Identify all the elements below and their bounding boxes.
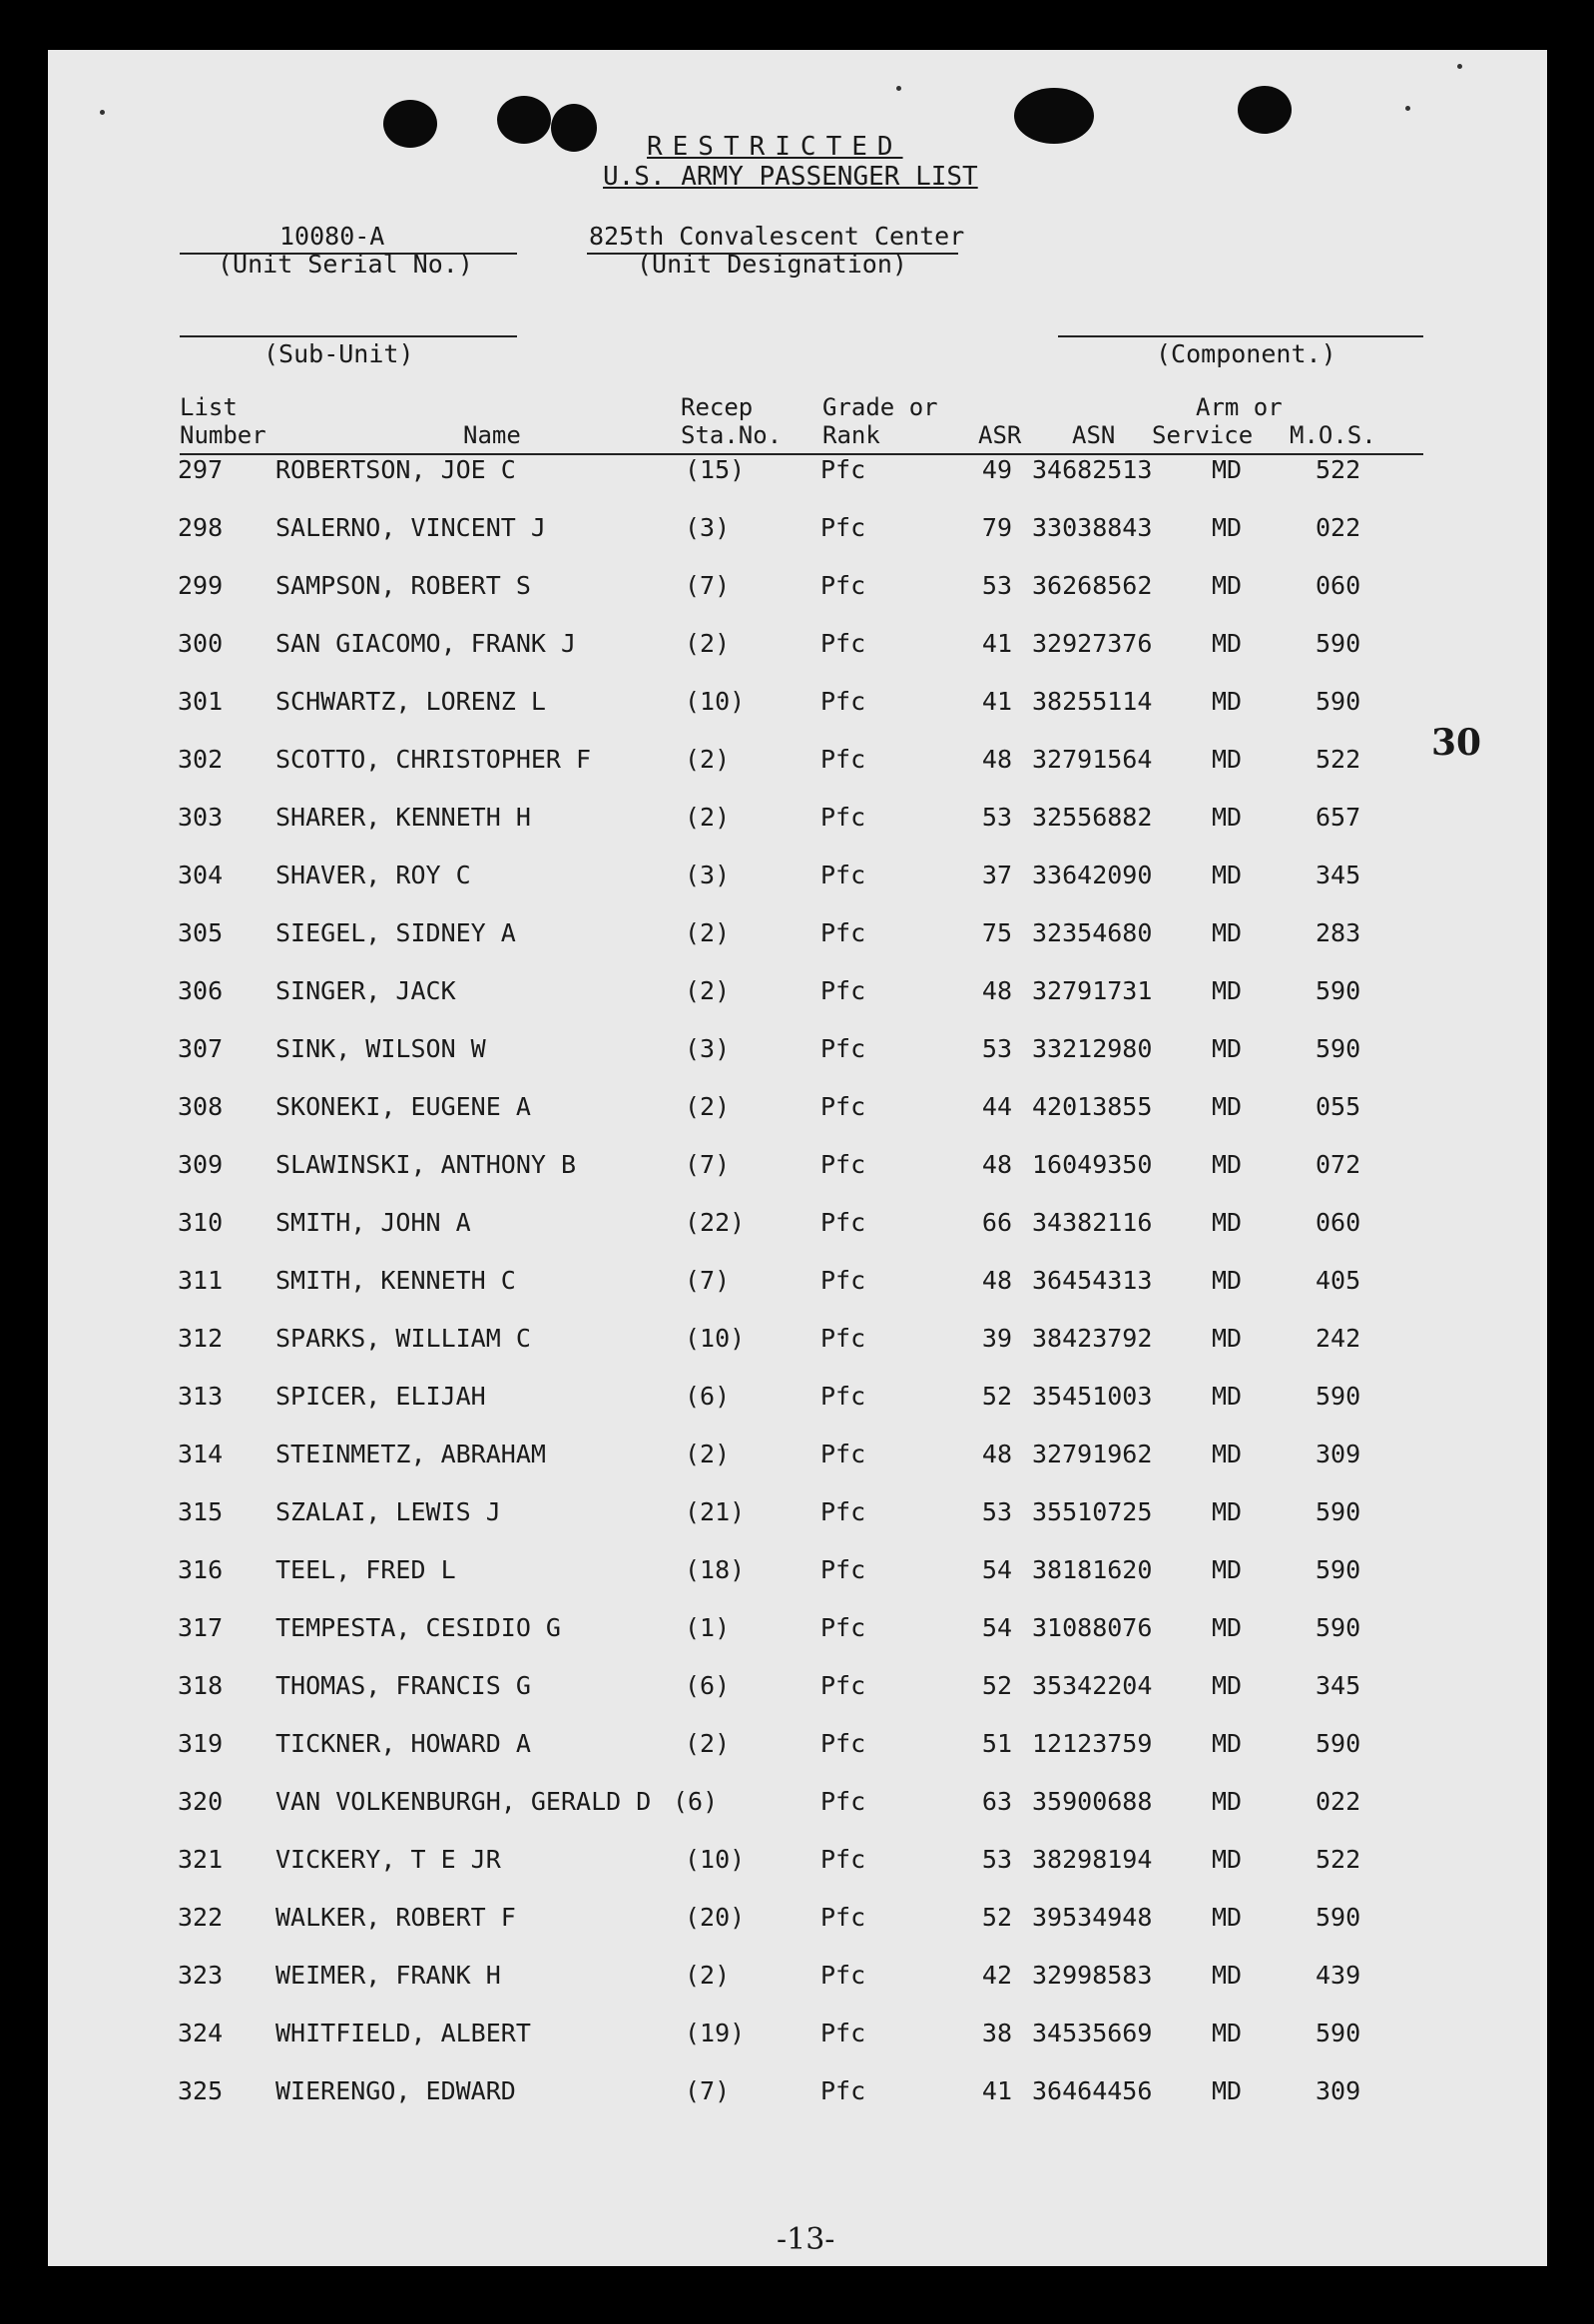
mos: 590 bbox=[1316, 629, 1361, 658]
col-list-number bbox=[180, 393, 266, 449]
mos: 590 bbox=[1316, 1613, 1361, 1642]
list-number: 321 bbox=[178, 1845, 224, 1874]
passenger-name: WEIMER, FRANK H bbox=[275, 1961, 501, 1990]
col-grade bbox=[822, 393, 938, 449]
list-number: 324 bbox=[178, 2019, 224, 2047]
asr: 44 bbox=[981, 1092, 1012, 1121]
asr: 51 bbox=[981, 1729, 1012, 1758]
passenger-name: VAN VOLKENBURGH, GERALD D bbox=[275, 1787, 652, 1816]
col-list-number-line2: Number bbox=[180, 421, 266, 449]
grade: Pfc bbox=[820, 861, 866, 889]
arm-service: MD bbox=[1212, 1150, 1243, 1179]
col-grade-line2: Rank bbox=[822, 421, 880, 449]
asr: 79 bbox=[981, 513, 1012, 542]
asn: 33642090 bbox=[1032, 861, 1153, 889]
table-row bbox=[48, 1903, 1547, 1943]
asn: 34682513 bbox=[1032, 455, 1153, 484]
passenger-name: VICKERY, T E JR bbox=[275, 1845, 501, 1874]
asr: 48 bbox=[981, 745, 1012, 774]
grade: Pfc bbox=[820, 687, 866, 716]
passenger-name: TICKNER, HOWARD A bbox=[275, 1729, 531, 1758]
recep-sta-no: (20) bbox=[685, 1903, 746, 1932]
mos: 309 bbox=[1316, 2076, 1361, 2105]
table-row bbox=[48, 745, 1547, 785]
asn: 38255114 bbox=[1032, 687, 1153, 716]
speck bbox=[1457, 64, 1462, 69]
mos: 590 bbox=[1316, 976, 1361, 1005]
passenger-name: ROBERTSON, JOE C bbox=[275, 455, 516, 484]
table-row bbox=[48, 1497, 1547, 1537]
asn: 16049350 bbox=[1032, 1150, 1153, 1179]
asr: 53 bbox=[981, 1497, 1012, 1526]
asn: 32354680 bbox=[1032, 918, 1153, 947]
list-number: 320 bbox=[178, 1787, 224, 1816]
mos: 345 bbox=[1316, 861, 1361, 889]
recep-sta-no: (7) bbox=[685, 2076, 731, 2105]
asn: 38181620 bbox=[1032, 1555, 1153, 1584]
arm-service: MD bbox=[1212, 1034, 1243, 1063]
col-grade-line1: Grade or bbox=[822, 393, 938, 421]
table-row bbox=[48, 1266, 1547, 1306]
list-number: 318 bbox=[178, 1671, 224, 1700]
list-number: 302 bbox=[178, 745, 224, 774]
asr: 66 bbox=[981, 1208, 1012, 1237]
passenger-name: SAN GIACOMO, FRANK J bbox=[275, 629, 577, 658]
table-row bbox=[48, 1787, 1547, 1827]
grade: Pfc bbox=[820, 1034, 866, 1063]
grade: Pfc bbox=[820, 803, 866, 832]
mos: 072 bbox=[1316, 1150, 1361, 1179]
grade: Pfc bbox=[820, 1150, 866, 1179]
arm-service: MD bbox=[1212, 571, 1243, 600]
recep-sta-no: (2) bbox=[685, 976, 731, 1005]
passenger-name: TEEL, FRED L bbox=[275, 1555, 456, 1584]
list-number: 307 bbox=[178, 1034, 224, 1063]
recep-sta-no: (10) bbox=[685, 1845, 746, 1874]
passenger-name: WHITFIELD, ALBERT bbox=[275, 2019, 531, 2047]
col-arm bbox=[1152, 393, 1283, 449]
recep-sta-no: (6) bbox=[673, 1787, 719, 1816]
table-row bbox=[48, 687, 1547, 727]
asn: 35900688 bbox=[1032, 1787, 1153, 1816]
list-number: 325 bbox=[178, 2076, 224, 2105]
table-row bbox=[48, 1034, 1547, 1074]
asn: 42013855 bbox=[1032, 1092, 1153, 1121]
mos: 405 bbox=[1316, 1266, 1361, 1295]
recep-sta-no: (15) bbox=[685, 455, 746, 484]
recep-sta-no: (3) bbox=[685, 513, 731, 542]
table-row bbox=[48, 1961, 1547, 2001]
asn: 36268562 bbox=[1032, 571, 1153, 600]
asr: 41 bbox=[981, 2076, 1012, 2105]
arm-service: MD bbox=[1212, 1613, 1243, 1642]
grade: Pfc bbox=[820, 1613, 866, 1642]
passenger-name: SINGER, JACK bbox=[275, 976, 456, 1005]
table-row bbox=[48, 1150, 1547, 1190]
table-row bbox=[48, 803, 1547, 843]
col-mos: M.O.S. bbox=[1290, 421, 1376, 449]
asn: 35451003 bbox=[1032, 1382, 1153, 1411]
list-number: 313 bbox=[178, 1382, 224, 1411]
passenger-name: SZALAI, LEWIS J bbox=[275, 1497, 501, 1526]
passenger-name: SCHWARTZ, LORENZ L bbox=[275, 687, 546, 716]
list-number: 317 bbox=[178, 1613, 224, 1642]
grade: Pfc bbox=[820, 745, 866, 774]
arm-service: MD bbox=[1212, 745, 1243, 774]
asr: 41 bbox=[981, 687, 1012, 716]
arm-service: MD bbox=[1212, 1092, 1243, 1121]
list-number: 323 bbox=[178, 1961, 224, 1990]
grade: Pfc bbox=[820, 513, 866, 542]
table-row bbox=[48, 1382, 1547, 1422]
asn: 33038843 bbox=[1032, 513, 1153, 542]
mos: 522 bbox=[1316, 745, 1361, 774]
grade: Pfc bbox=[820, 1787, 866, 1816]
arm-service: MD bbox=[1212, 1324, 1243, 1353]
list-number: 308 bbox=[178, 1092, 224, 1121]
mos: 060 bbox=[1316, 571, 1361, 600]
mos: 242 bbox=[1316, 1324, 1361, 1353]
asr: 54 bbox=[981, 1555, 1012, 1584]
table-row bbox=[48, 1729, 1547, 1769]
passenger-name: WALKER, ROBERT F bbox=[275, 1903, 516, 1932]
asr: 48 bbox=[981, 1440, 1012, 1468]
grade: Pfc bbox=[820, 2076, 866, 2105]
mos: 522 bbox=[1316, 1845, 1361, 1874]
passenger-name: SMITH, JOHN A bbox=[275, 1208, 471, 1237]
arm-service: MD bbox=[1212, 1497, 1243, 1526]
mos: 522 bbox=[1316, 455, 1361, 484]
grade: Pfc bbox=[820, 1903, 866, 1932]
punch-hole bbox=[1014, 88, 1094, 144]
list-number: 300 bbox=[178, 629, 224, 658]
speck bbox=[100, 110, 105, 115]
recep-sta-no: (1) bbox=[685, 1613, 731, 1642]
grade: Pfc bbox=[820, 2019, 866, 2047]
punch-hole bbox=[497, 96, 551, 144]
asr: 53 bbox=[981, 1034, 1012, 1063]
recep-sta-no: (2) bbox=[685, 629, 731, 658]
list-number: 303 bbox=[178, 803, 224, 832]
passenger-name: TEMPESTA, CESIDIO G bbox=[275, 1613, 561, 1642]
arm-service: MD bbox=[1212, 2019, 1243, 2047]
col-list-number-line1: List bbox=[180, 393, 238, 421]
arm-service: MD bbox=[1212, 1729, 1243, 1758]
table-row bbox=[48, 513, 1547, 553]
asn: 32998583 bbox=[1032, 1961, 1153, 1990]
recep-sta-no: (7) bbox=[685, 1266, 731, 1295]
recep-sta-no: (18) bbox=[685, 1555, 746, 1584]
mos: 657 bbox=[1316, 803, 1361, 832]
asn: 32927376 bbox=[1032, 629, 1153, 658]
list-number: 309 bbox=[178, 1150, 224, 1179]
arm-service: MD bbox=[1212, 1845, 1243, 1874]
grade: Pfc bbox=[820, 1092, 866, 1121]
recep-sta-no: (7) bbox=[685, 571, 731, 600]
list-number: 306 bbox=[178, 976, 224, 1005]
speck bbox=[896, 86, 901, 91]
passenger-name: SHAVER, ROY C bbox=[275, 861, 471, 889]
recep-sta-no: (6) bbox=[685, 1382, 731, 1411]
asn: 38423792 bbox=[1032, 1324, 1153, 1353]
recep-sta-no: (3) bbox=[685, 1034, 731, 1063]
table-row bbox=[48, 1845, 1547, 1885]
recep-sta-no: (2) bbox=[685, 745, 731, 774]
mos: 590 bbox=[1316, 1729, 1361, 1758]
passenger-name: SAMPSON, ROBERT S bbox=[275, 571, 531, 600]
recep-sta-no: (6) bbox=[685, 1671, 731, 1700]
arm-service: MD bbox=[1212, 1555, 1243, 1584]
passenger-name: SMITH, KENNETH C bbox=[275, 1266, 516, 1295]
recep-sta-no: (21) bbox=[685, 1497, 746, 1526]
table-row bbox=[48, 918, 1547, 958]
list-number: 319 bbox=[178, 1729, 224, 1758]
list-number: 301 bbox=[178, 687, 224, 716]
col-recep bbox=[681, 393, 782, 449]
passenger-name: SPARKS, WILLIAM C bbox=[275, 1324, 531, 1353]
arm-service: MD bbox=[1212, 1440, 1243, 1468]
table-row bbox=[48, 629, 1547, 669]
passenger-name: SPICER, ELIJAH bbox=[275, 1382, 486, 1411]
recep-sta-no: (2) bbox=[685, 918, 731, 947]
arm-service: MD bbox=[1212, 1671, 1243, 1700]
arm-service: MD bbox=[1212, 1382, 1243, 1411]
table-row bbox=[48, 861, 1547, 900]
mos: 345 bbox=[1316, 1671, 1361, 1700]
table-row bbox=[48, 1092, 1547, 1132]
table-row bbox=[48, 1671, 1547, 1711]
asr: 42 bbox=[981, 1961, 1012, 1990]
arm-service: MD bbox=[1212, 687, 1243, 716]
list-number: 311 bbox=[178, 1266, 224, 1295]
arm-service: MD bbox=[1212, 455, 1243, 484]
col-arm-line1: Arm or bbox=[1196, 393, 1283, 421]
table-row bbox=[48, 455, 1547, 495]
asr: 49 bbox=[981, 455, 1012, 484]
asn: 36464456 bbox=[1032, 2076, 1153, 2105]
passenger-name: SCOTTO, CHRISTOPHER F bbox=[275, 745, 592, 774]
table-row bbox=[48, 2019, 1547, 2058]
table-row bbox=[48, 1324, 1547, 1364]
arm-service: MD bbox=[1212, 976, 1243, 1005]
grade: Pfc bbox=[820, 1961, 866, 1990]
asn: 32791962 bbox=[1032, 1440, 1153, 1468]
asr: 48 bbox=[981, 1266, 1012, 1295]
unit-serial-label: (Unit Serial No.) bbox=[218, 250, 473, 279]
mos: 590 bbox=[1316, 1903, 1361, 1932]
asn: 31088076 bbox=[1032, 1613, 1153, 1642]
table-row bbox=[48, 1555, 1547, 1595]
arm-service: MD bbox=[1212, 1266, 1243, 1295]
document-page bbox=[48, 50, 1547, 2266]
table-row bbox=[48, 976, 1547, 1016]
asr: 53 bbox=[981, 571, 1012, 600]
arm-service: MD bbox=[1212, 2076, 1243, 2105]
arm-service: MD bbox=[1212, 1208, 1243, 1237]
recep-sta-no: (19) bbox=[685, 2019, 746, 2047]
sub-unit-label: (Sub-Unit) bbox=[264, 339, 414, 368]
table-row bbox=[48, 571, 1547, 611]
grade: Pfc bbox=[820, 629, 866, 658]
asr: 53 bbox=[981, 803, 1012, 832]
asr: 38 bbox=[981, 2019, 1012, 2047]
component-label: (Component.) bbox=[1156, 339, 1336, 368]
passenger-name: STEINMETZ, ABRAHAM bbox=[275, 1440, 546, 1468]
list-number: 314 bbox=[178, 1440, 224, 1468]
asr: 52 bbox=[981, 1903, 1012, 1932]
list-number: 304 bbox=[178, 861, 224, 889]
col-asn: ASN bbox=[1072, 421, 1116, 449]
list-number: 305 bbox=[178, 918, 224, 947]
list-number: 322 bbox=[178, 1903, 224, 1932]
grade: Pfc bbox=[820, 1440, 866, 1468]
grade: Pfc bbox=[820, 918, 866, 947]
grade: Pfc bbox=[820, 1555, 866, 1584]
recep-sta-no: (2) bbox=[685, 1729, 731, 1758]
passenger-name: SIEGEL, SIDNEY A bbox=[275, 918, 516, 947]
asn: 33212980 bbox=[1032, 1034, 1153, 1063]
recep-sta-no: (22) bbox=[685, 1208, 746, 1237]
grade: Pfc bbox=[820, 1729, 866, 1758]
col-recep-line1: Recep bbox=[681, 393, 754, 421]
passenger-list-title: U.S. ARMY PASSENGER LIST bbox=[603, 162, 978, 192]
list-number: 299 bbox=[178, 571, 224, 600]
asn: 39534948 bbox=[1032, 1903, 1153, 1932]
unit-serial-value: 10080-A bbox=[279, 222, 385, 251]
list-number: 316 bbox=[178, 1555, 224, 1584]
list-number: 297 bbox=[178, 455, 224, 484]
component-rule bbox=[1058, 335, 1423, 337]
mos: 439 bbox=[1316, 1961, 1361, 1990]
arm-service: MD bbox=[1212, 803, 1243, 832]
passenger-name: THOMAS, FRANCIS G bbox=[275, 1671, 531, 1700]
recep-sta-no: (10) bbox=[685, 687, 746, 716]
sub-unit-rule bbox=[180, 335, 517, 337]
grade: Pfc bbox=[820, 1671, 866, 1700]
asr: 48 bbox=[981, 976, 1012, 1005]
asn: 38298194 bbox=[1032, 1845, 1153, 1874]
asr: 52 bbox=[981, 1671, 1012, 1700]
table-row bbox=[48, 1613, 1547, 1653]
asn: 35510725 bbox=[1032, 1497, 1153, 1526]
asr: 48 bbox=[981, 1150, 1012, 1179]
grade: Pfc bbox=[820, 1324, 866, 1353]
asn: 32791731 bbox=[1032, 976, 1153, 1005]
mos: 060 bbox=[1316, 1208, 1361, 1237]
passenger-name: SHARER, KENNETH H bbox=[275, 803, 531, 832]
asn: 32791564 bbox=[1032, 745, 1153, 774]
arm-service: MD bbox=[1212, 1961, 1243, 1990]
list-number: 315 bbox=[178, 1497, 224, 1526]
asr: 37 bbox=[981, 861, 1012, 889]
mos: 590 bbox=[1316, 1034, 1361, 1063]
grade: Pfc bbox=[820, 571, 866, 600]
arm-service: MD bbox=[1212, 629, 1243, 658]
arm-service: MD bbox=[1212, 918, 1243, 947]
recep-sta-no: (2) bbox=[685, 1440, 731, 1468]
asr: 52 bbox=[981, 1382, 1012, 1411]
asn: 32556882 bbox=[1032, 803, 1153, 832]
mos: 590 bbox=[1316, 1555, 1361, 1584]
unit-designation-label: (Unit Designation) bbox=[637, 250, 907, 279]
grade: Pfc bbox=[820, 1845, 866, 1874]
recep-sta-no: (2) bbox=[685, 1961, 731, 1990]
list-number: 298 bbox=[178, 513, 224, 542]
passenger-name: SINK, WILSON W bbox=[275, 1034, 486, 1063]
col-recep-line2: Sta.No. bbox=[681, 421, 783, 449]
arm-service: MD bbox=[1212, 1787, 1243, 1816]
punch-hole bbox=[1238, 86, 1292, 134]
passenger-name: SLAWINSKI, ANTHONY B bbox=[275, 1150, 577, 1179]
passenger-name: WIERENGO, EDWARD bbox=[275, 2076, 516, 2105]
grade: Pfc bbox=[820, 1266, 866, 1295]
passenger-name: SKONEKI, EUGENE A bbox=[275, 1092, 531, 1121]
unit-designation-value: 825th Convalescent Center bbox=[589, 222, 965, 251]
passenger-name: SALERNO, VINCENT J bbox=[275, 513, 546, 542]
arm-service: MD bbox=[1212, 513, 1243, 542]
punch-hole bbox=[383, 100, 437, 148]
arm-service: MD bbox=[1212, 861, 1243, 889]
asn: 34535669 bbox=[1032, 2019, 1153, 2047]
recep-sta-no: (2) bbox=[685, 1092, 731, 1121]
recep-sta-no: (2) bbox=[685, 803, 731, 832]
mos: 590 bbox=[1316, 2019, 1361, 2047]
grade: Pfc bbox=[820, 455, 866, 484]
table-row bbox=[48, 1208, 1547, 1248]
asn: 36454313 bbox=[1032, 1266, 1153, 1295]
page-number: -13- bbox=[777, 2222, 835, 2257]
asr: 63 bbox=[981, 1787, 1012, 1816]
grade: Pfc bbox=[820, 1497, 866, 1526]
asr: 54 bbox=[981, 1613, 1012, 1642]
grade: Pfc bbox=[820, 1208, 866, 1237]
margin-number: 30 bbox=[1431, 722, 1482, 764]
col-asr: ASR bbox=[978, 421, 1022, 449]
mos: 283 bbox=[1316, 918, 1361, 947]
arm-service: MD bbox=[1212, 1903, 1243, 1932]
mos: 055 bbox=[1316, 1092, 1361, 1121]
mos: 022 bbox=[1316, 513, 1361, 542]
asn: 12123759 bbox=[1032, 1729, 1153, 1758]
asr: 53 bbox=[981, 1845, 1012, 1874]
table-row bbox=[48, 1440, 1547, 1479]
mos: 590 bbox=[1316, 1497, 1361, 1526]
list-number: 312 bbox=[178, 1324, 224, 1353]
list-number: 310 bbox=[178, 1208, 224, 1237]
mos: 022 bbox=[1316, 1787, 1361, 1816]
asr: 39 bbox=[981, 1324, 1012, 1353]
recep-sta-no: (3) bbox=[685, 861, 731, 889]
table-row bbox=[48, 2076, 1547, 2116]
recep-sta-no: (10) bbox=[685, 1324, 746, 1353]
recep-sta-no: (7) bbox=[685, 1150, 731, 1179]
grade: Pfc bbox=[820, 976, 866, 1005]
asr: 75 bbox=[981, 918, 1012, 947]
mos: 590 bbox=[1316, 1382, 1361, 1411]
punch-hole bbox=[551, 104, 597, 152]
col-arm-line2: Service bbox=[1152, 421, 1254, 449]
col-name: Name bbox=[463, 421, 521, 449]
restricted-title: RESTRICTED bbox=[647, 132, 903, 162]
grade: Pfc bbox=[820, 1382, 866, 1411]
asn: 35342204 bbox=[1032, 1671, 1153, 1700]
asr: 41 bbox=[981, 629, 1012, 658]
mos: 309 bbox=[1316, 1440, 1361, 1468]
mos: 590 bbox=[1316, 687, 1361, 716]
speck bbox=[1405, 106, 1410, 111]
asn: 34382116 bbox=[1032, 1208, 1153, 1237]
